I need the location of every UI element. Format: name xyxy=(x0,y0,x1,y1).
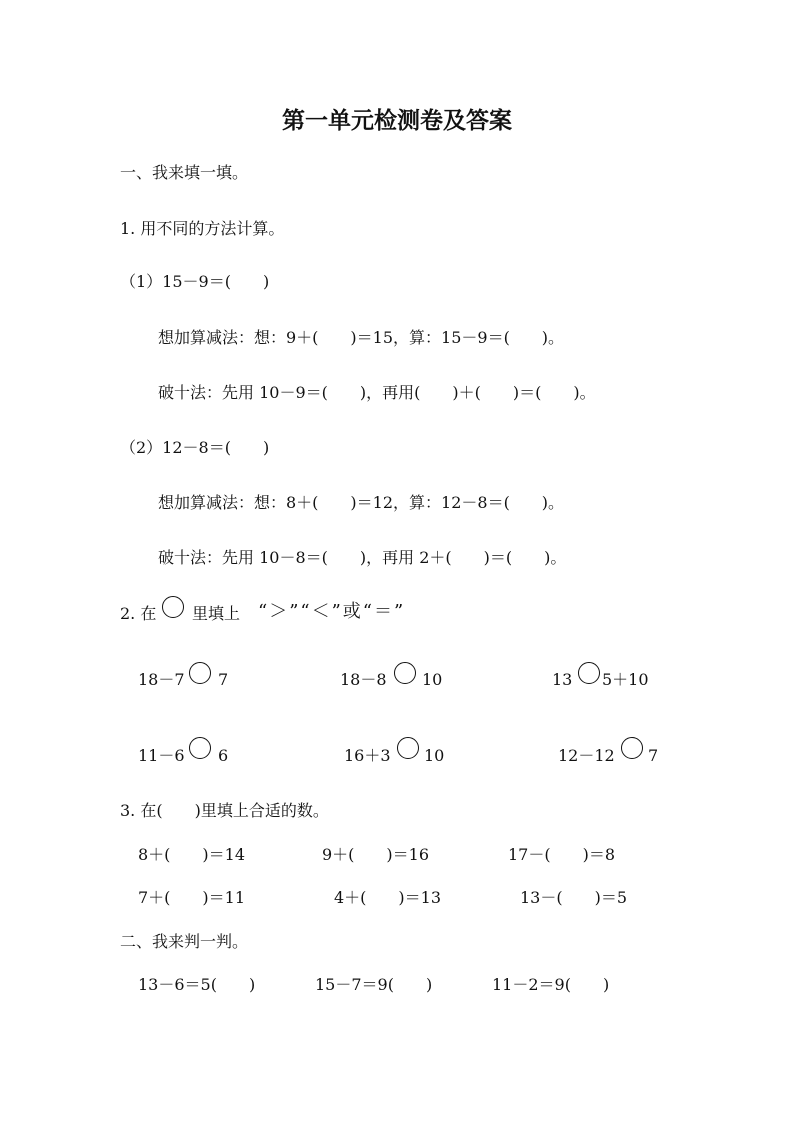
q2-suffix: 里填上 xyxy=(192,604,241,623)
q2-prefix: 2. 在 xyxy=(120,604,157,623)
compare-left: 11－6 xyxy=(138,746,185,765)
answer-circle-icon[interactable] xyxy=(394,662,416,684)
compare-left: 12－12 xyxy=(558,746,615,765)
answer-circle-icon[interactable] xyxy=(189,737,211,759)
compare-right: 10 xyxy=(424,746,445,765)
q1-part1-method-a: 想加算减法：想：9＋( )＝15，算：15－9＝( )。 xyxy=(158,328,565,347)
judge-item: 15－7＝9( ) xyxy=(315,975,433,994)
q3-heading: 3. 在( )里填上合适的数。 xyxy=(120,801,329,820)
q1-part1-method-b: 破十法：先用 10－9＝( )，再用( )＋( )＝( )。 xyxy=(158,383,596,402)
compare-right: 7 xyxy=(218,670,229,689)
fill-item: 8＋( )＝14 xyxy=(138,845,246,864)
compare-left: 16＋3 xyxy=(344,746,391,765)
compare-left: 18－7 xyxy=(138,670,185,689)
answer-circle-icon[interactable] xyxy=(189,662,211,684)
compare-right: 6 xyxy=(218,746,229,765)
q1-part2-method-b: 破十法：先用 10－8＝( )，再用 2＋( )＝( )。 xyxy=(158,548,567,567)
compare-left: 18－8 xyxy=(340,670,387,689)
fill-item: 9＋( )＝16 xyxy=(322,845,430,864)
answer-circle-icon[interactable] xyxy=(621,737,643,759)
compare-right: 5＋10 xyxy=(602,670,649,689)
answer-circle-icon xyxy=(162,596,184,618)
compare-left: 13 xyxy=(552,670,573,689)
compare-right: 10 xyxy=(422,670,443,689)
fill-item: 4＋( )＝13 xyxy=(334,888,442,907)
answer-circle-icon[interactable] xyxy=(578,662,600,684)
q1-heading: 1. 用不同的方法计算。 xyxy=(120,219,285,238)
section2-heading: 二、我来判一判。 xyxy=(120,932,249,951)
q1-part2-problem: （2）12－8＝( ) xyxy=(120,438,270,457)
answer-circle-icon[interactable] xyxy=(397,737,419,759)
compare-right: 7 xyxy=(648,746,659,765)
q2-symbols: “＞”“＜”或“＝” xyxy=(258,601,406,622)
fill-item: 17－( )＝8 xyxy=(508,845,616,864)
section1-heading: 一、我来填一填。 xyxy=(120,163,249,182)
judge-item: 13－6＝5( ) xyxy=(138,975,256,994)
judge-item: 11－2＝9( ) xyxy=(492,975,610,994)
q1-part2-method-a: 想加算减法：想：8＋( )＝12，算：12－8＝( )。 xyxy=(158,493,565,512)
fill-item: 7＋( )＝11 xyxy=(138,888,246,907)
page-title: 第一单元检测卷及答案 xyxy=(282,108,512,134)
fill-item: 13－( )＝5 xyxy=(520,888,628,907)
q1-part1-problem: （1）15－9＝( ) xyxy=(120,272,270,291)
